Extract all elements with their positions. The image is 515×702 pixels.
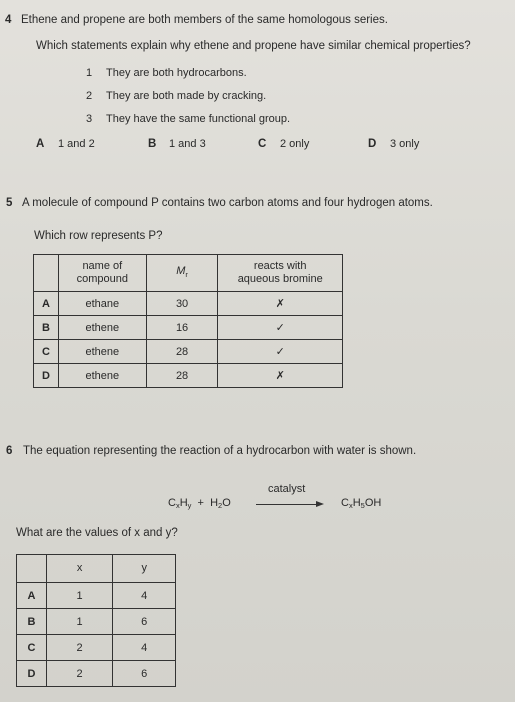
q4-statement-3: They have the same functional group. (106, 113, 291, 125)
q5-row-a-bromine: ✗ (218, 292, 343, 316)
q5-row-a-mr: 30 (146, 292, 218, 316)
q5-header-corner (34, 255, 59, 292)
q6-header-x: x (46, 555, 113, 583)
q6-eq-y: y (187, 501, 192, 510)
q4-statement-2: They are both made by cracking. (106, 90, 267, 102)
q5-row-b-mr: 16 (146, 316, 218, 340)
table-row[interactable] (34, 340, 343, 364)
reaction-arrow (256, 504, 318, 505)
table-row[interactable] (17, 635, 176, 661)
q6-row-b-y: 6 (113, 609, 176, 635)
q5-row-d-name: ethene (58, 364, 146, 388)
q6-header-y: y (113, 555, 176, 583)
q4-option-c[interactable]: 2 only (280, 138, 310, 150)
q4-statement-3-num: 3 (86, 113, 93, 125)
q6-eq-x: x (175, 501, 180, 510)
q6-reactants (168, 497, 231, 510)
q6-eq-p-h: H (352, 497, 361, 509)
q5-row-d-bromine: ✗ (218, 364, 343, 388)
table-row[interactable] (34, 364, 343, 388)
q4-option-d-letter[interactable]: D (368, 138, 377, 150)
table-row[interactable] (34, 292, 343, 316)
q4-intro: Ethene and propene are both members of the same homologous series. (21, 14, 388, 26)
q5-header-bromine-line1: reacts with (253, 260, 307, 272)
table-row[interactable] (17, 661, 176, 687)
table-row[interactable] (17, 609, 176, 635)
q6-header-row (17, 555, 176, 583)
q5-row-b-label[interactable]: B (34, 316, 59, 340)
q6-row-a-x: 1 (46, 583, 113, 609)
q5-table (33, 254, 343, 388)
q6-eq-plus: + (197, 497, 204, 509)
q5-header-bromine-line2: aqueous bromine (237, 273, 323, 285)
q6-row-d-x: 2 (46, 661, 113, 687)
q6-table (16, 554, 176, 687)
q4-statement-1-num: 1 (86, 67, 93, 79)
q4-number: 4 (5, 14, 12, 26)
q6-intro: The equation representing the reaction of a hydrocarbon with water is shown. (23, 445, 417, 457)
q5-header-bromine (218, 255, 343, 292)
q6-eq-p-c: C (341, 497, 349, 509)
q4-statement-1: They are both hydrocarbons. (106, 67, 247, 79)
q6-row-a-y: 4 (113, 583, 176, 609)
q4-option-a[interactable]: 1 and 2 (58, 138, 95, 150)
q6-row-d-label[interactable]: D (17, 661, 47, 687)
q4-statement-2-num: 2 (86, 90, 93, 102)
q5-row-d-mr: 28 (146, 364, 218, 388)
q5-row-b-bromine: ✓ (218, 316, 343, 340)
q5-header-name (58, 255, 146, 292)
q5-row-c-bromine: ✓ (218, 340, 343, 364)
q6-row-a-label[interactable]: A (17, 583, 47, 609)
q6-row-c-x: 2 (46, 635, 113, 661)
q5-row-d-label[interactable]: D (34, 364, 59, 388)
q5-question: Which row represents P? (34, 230, 163, 242)
q6-number: 6 (6, 445, 13, 457)
q6-row-c-label[interactable]: C (17, 635, 47, 661)
q4-option-d[interactable]: 3 only (390, 138, 420, 150)
table-row[interactable] (17, 583, 176, 609)
q6-product (341, 497, 381, 510)
q5-header-mr-main: M (176, 264, 186, 277)
q5-row-c-mr: 28 (146, 340, 218, 364)
q6-question: What are the values of x and y? (16, 527, 178, 539)
q6-eq-h2o-2: 2 (218, 501, 223, 510)
q6-row-c-y: 4 (113, 635, 176, 661)
q6-eq-p-5: 5 (360, 501, 365, 510)
q6-catalyst-label: catalyst (268, 483, 306, 495)
q5-row-a-label[interactable]: A (34, 292, 59, 316)
q6-row-d-y: 6 (113, 661, 176, 687)
q5-row-c-label[interactable]: C (34, 340, 59, 364)
q4-option-b-letter[interactable]: B (148, 138, 157, 150)
q4-question: Which statements explain why ethene and propene have similar chemical properties? (36, 40, 471, 52)
q6-eq-c: C (168, 497, 176, 509)
arrow-head-icon (316, 501, 324, 507)
q5-header-name-line1: name of (82, 260, 123, 272)
q5-row-c-name: ethene (58, 340, 146, 364)
q6-eq-p-oh: OH (364, 497, 382, 509)
q5-number: 5 (6, 197, 13, 209)
q5-header-row (34, 255, 343, 292)
q5-header-mr-sub: r (185, 270, 188, 280)
q5-intro: A molecule of compound P contains two carbon atoms and four hydrogen atoms. (22, 197, 433, 209)
q6-eq-h2o-h: H (210, 497, 219, 509)
q5-row-a-name: ethane (58, 292, 146, 316)
q4-option-a-letter[interactable]: A (36, 138, 45, 150)
q4-option-c-letter[interactable]: C (258, 138, 267, 150)
table-row[interactable] (34, 316, 343, 340)
q6-row-b-label[interactable]: B (17, 609, 47, 635)
q5-header-mr (146, 255, 218, 292)
q5-row-b-name: ethene (58, 316, 146, 340)
q6-eq-p-x: x (348, 501, 353, 510)
q4-option-b[interactable]: 1 and 3 (169, 138, 206, 150)
q6-eq-h2o-o: O (222, 497, 231, 509)
q5-header-name-line2: compound (76, 273, 128, 285)
q6-row-b-x: 1 (46, 609, 113, 635)
q6-eq-h: H (179, 497, 188, 509)
q6-header-corner (17, 555, 47, 583)
